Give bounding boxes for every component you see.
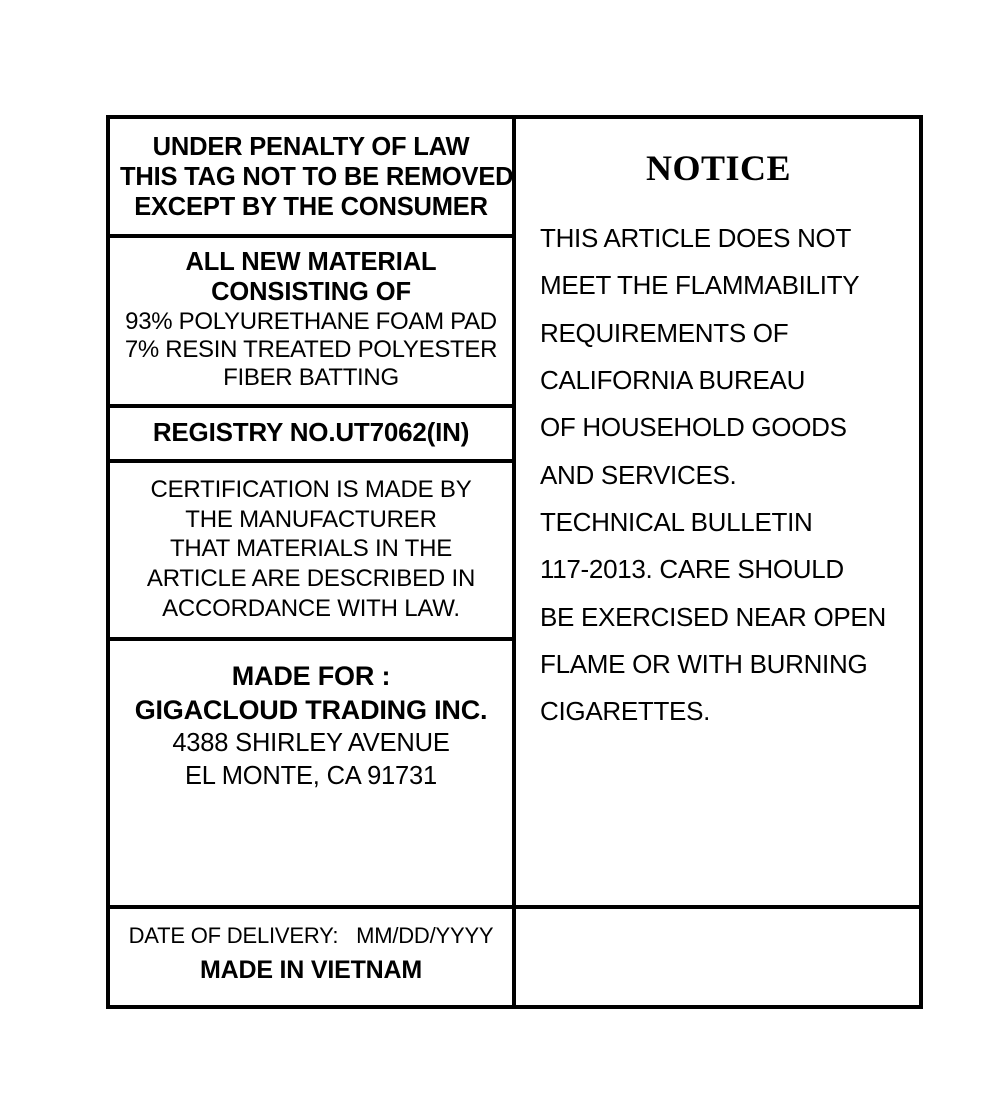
notice-line-6: AND SERVICES. (540, 459, 737, 490)
company-name: GIGACLOUD TRADING INC. (134, 694, 488, 725)
certification-line-4: ARTICLE ARE DESCRIBED IN (146, 565, 476, 593)
law-label (106, 115, 923, 1009)
material-heading-2: CONSISTING OF (211, 278, 411, 307)
footer-right-cell (516, 909, 919, 1005)
notice-line-2: MEET THE FLAMMABILITY (540, 270, 860, 301)
country-of-origin: MADE IN VIETNAM (199, 956, 422, 984)
label-upper-section (110, 119, 919, 905)
notice-line-4: CALIFORNIA BUREAU (540, 364, 806, 395)
certification-line-3: THAT MATERIALS IN THE (169, 535, 453, 563)
notice-line-3: REQUIREMENTS OF (540, 317, 789, 348)
address-line-2: EL MONTE, CA 91731 (185, 761, 437, 790)
made-for-block (110, 641, 512, 905)
certification-block (110, 463, 512, 641)
certification-line-2: THE MANUFACTURER (185, 505, 437, 533)
notice-line-1: THIS ARTICLE DOES NOT (540, 223, 852, 253)
material-content-3: FIBER BATTING (223, 364, 399, 392)
material-heading-1: ALL NEW MATERIAL (185, 248, 437, 277)
penalty-line-2: THIS TAG NOT TO BE REMOVED (120, 162, 514, 191)
material-block (110, 238, 512, 408)
material-content-1: 93% POLYURETHANE FOAM PAD (125, 308, 497, 336)
penalty-line-1: UNDER PENALTY OF LAW (152, 133, 470, 161)
notice-column (516, 119, 919, 905)
notice-body (540, 215, 897, 735)
certification-line-1: CERTIFICATION IS MADE BY (150, 475, 472, 503)
penalty-block (110, 119, 512, 238)
certification-line-5: ACCORDANCE WITH LAW. (162, 594, 460, 622)
notice-line-9: BE EXERCISED NEAR OPEN (540, 601, 886, 632)
notice-line-7: TECHNICAL BULLETIN (540, 506, 813, 537)
notice-line-8: 117-2013. CARE SHOULD (540, 554, 844, 585)
label-left-column (110, 119, 516, 905)
address-line-1: 4388 SHIRLEY AVENUE (172, 728, 450, 757)
notice-line-10: FLAME OR WITH BURNING (540, 648, 868, 679)
penalty-line-3: EXCEPT BY THE CONSUMER (134, 192, 488, 221)
notice-title: NOTICE (645, 148, 792, 188)
registry-number: REGISTRY NO.UT7062(IN) (152, 417, 470, 448)
registry-block (110, 408, 512, 462)
delivery-date-value: MM/DD/YYYY (356, 923, 494, 948)
material-content-2: 7% RESIN TREATED POLYESTER (124, 336, 498, 364)
delivery-date-label: DATE OF DELIVERY: (128, 923, 339, 948)
notice-line-11: CIGARETTES. (540, 696, 711, 727)
delivery-date-row (110, 923, 512, 949)
notice-line-5: OF HOUSEHOLD GOODS (540, 412, 847, 443)
footer-left-cell (110, 909, 516, 1005)
made-for-label: MADE FOR : (231, 660, 391, 691)
label-footer-section (110, 905, 919, 1005)
